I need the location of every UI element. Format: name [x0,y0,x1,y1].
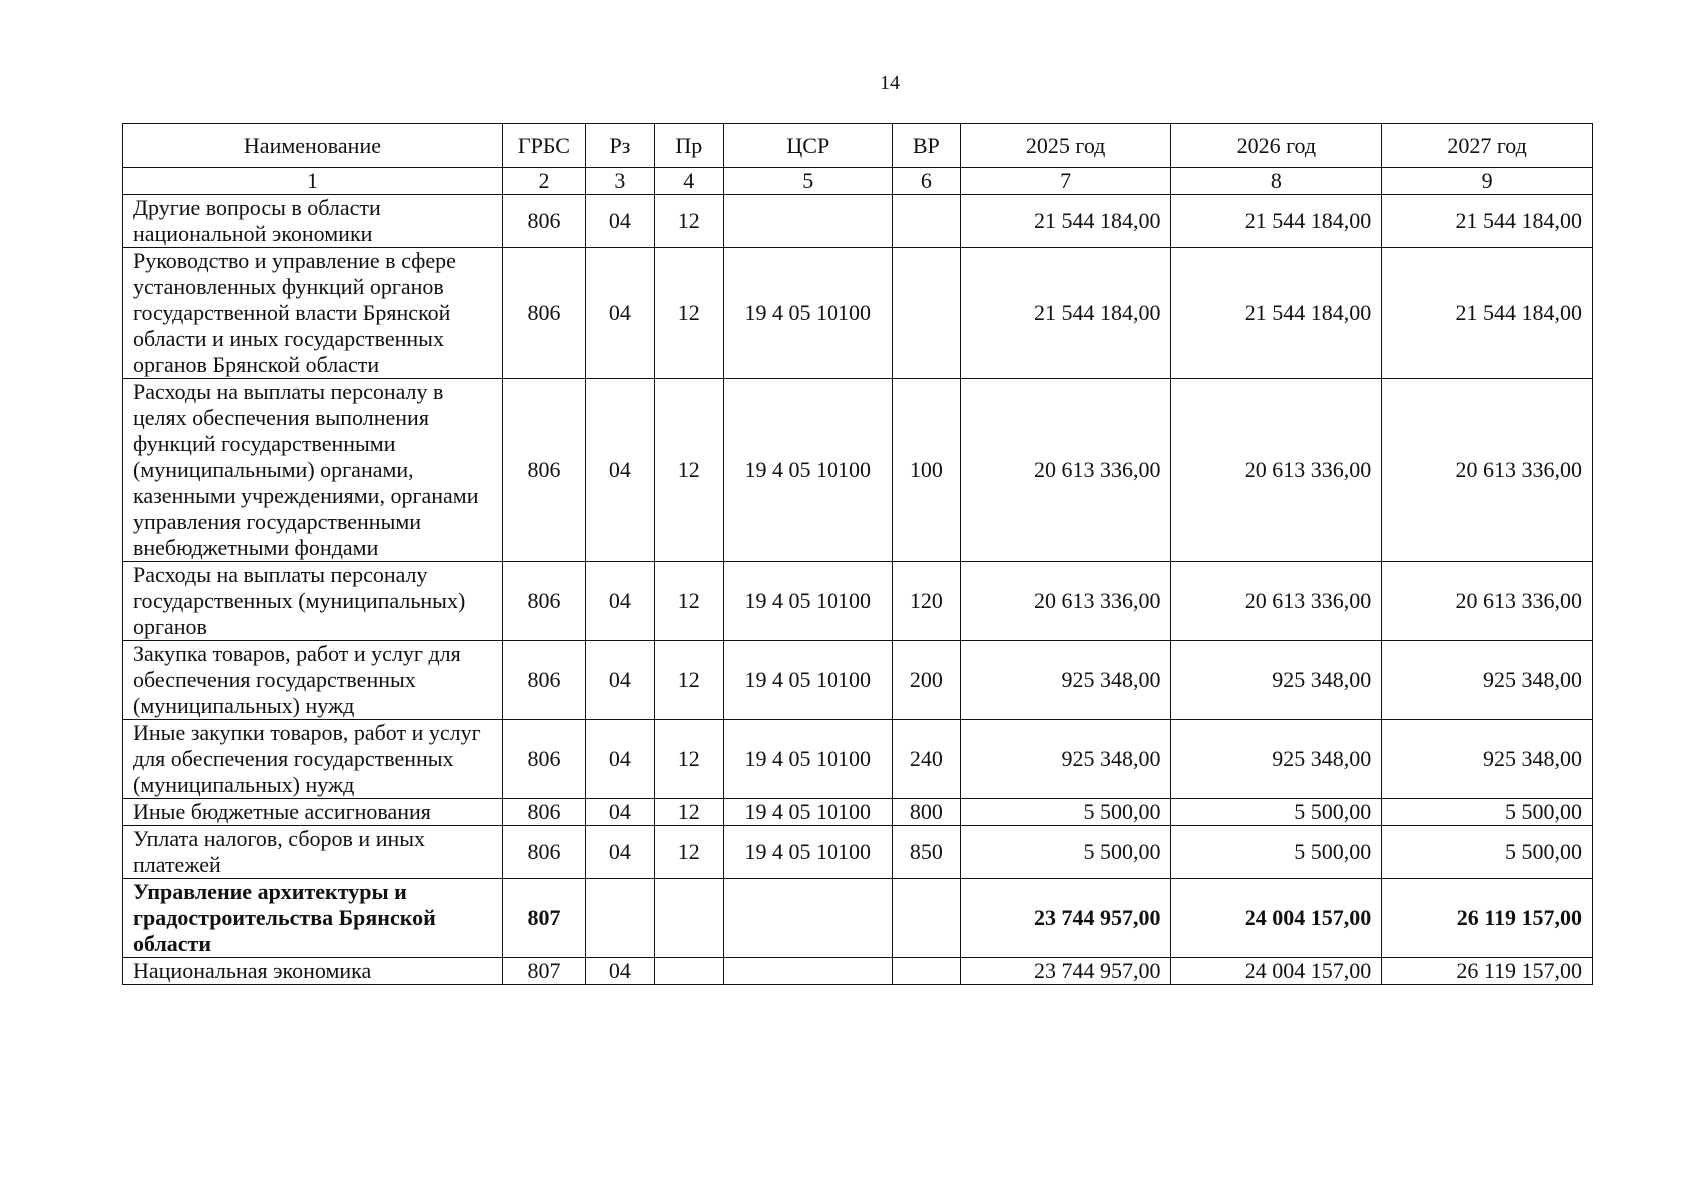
row-csr: 19 4 05 10100 [723,562,892,641]
table-body [123,195,1593,985]
row-amount-2026: 24 004 157,00 [1171,879,1382,958]
row-name: Другие вопросы в области национальной экономики [123,195,503,248]
header-pr: Пр [654,124,723,168]
row-csr: 19 4 05 10100 [723,826,892,879]
row-rz: 04 [585,195,654,248]
row-name: Иные закупки товаров, работ и услуг для обеспечения государственных (муниципальных) нужд [123,720,503,799]
header-row [123,124,1593,168]
table-row [123,641,1593,720]
row-csr: 19 4 05 10100 [723,379,892,562]
row-grbs: 806 [502,641,585,720]
row-amount-2027: 20 613 336,00 [1382,379,1593,562]
header-2026: 2026 год [1171,124,1382,168]
row-grbs: 806 [502,562,585,641]
row-pr: 12 [654,379,723,562]
row-pr: 12 [654,799,723,826]
row-rz: 04 [585,248,654,379]
row-rz: 04 [585,826,654,879]
column-number: 2 [502,168,585,195]
row-pr: 12 [654,720,723,799]
row-rz: 04 [585,799,654,826]
row-vr [892,958,960,985]
row-name: Уплата налогов, сборов и иных платежей [123,826,503,879]
column-numbering-row [123,168,1593,195]
row-amount-2025: 21 544 184,00 [960,248,1171,379]
row-vr: 120 [892,562,960,641]
column-number: 3 [585,168,654,195]
page-number: 14 [880,72,900,94]
header-rz: Рз [585,124,654,168]
row-vr [892,195,960,248]
table-row [123,799,1593,826]
column-number: 7 [960,168,1171,195]
row-rz [585,879,654,958]
row-amount-2025: 20 613 336,00 [960,562,1171,641]
row-name: Руководство и управление в сфере установленных функций органов государственной власти Брянской области и иных государственных органов Брянской области [123,248,503,379]
row-name: Расходы на выплаты персоналу в целях обеспечения выполнения функций государственными (муниципальными) органами, казенными учреждениями, органами управления государственными внебюджетными фондами [123,379,503,562]
row-pr: 12 [654,826,723,879]
row-grbs: 807 [502,879,585,958]
header-2025: 2025 год [960,124,1171,168]
column-number: 4 [654,168,723,195]
row-grbs: 806 [502,379,585,562]
row-amount-2027: 21 544 184,00 [1382,248,1593,379]
row-csr [723,879,892,958]
row-vr: 240 [892,720,960,799]
row-rz: 04 [585,641,654,720]
row-grbs: 807 [502,958,585,985]
budget-table [122,123,1593,985]
column-number: 8 [1171,168,1382,195]
row-vr: 800 [892,799,960,826]
row-amount-2027: 925 348,00 [1382,720,1593,799]
header-vr: ВР [892,124,960,168]
table-row [123,562,1593,641]
row-pr [654,879,723,958]
row-vr: 850 [892,826,960,879]
row-amount-2025: 5 500,00 [960,799,1171,826]
table-row [123,195,1593,248]
row-amount-2026: 925 348,00 [1171,641,1382,720]
row-csr [723,195,892,248]
row-csr: 19 4 05 10100 [723,248,892,379]
row-grbs: 806 [502,799,585,826]
row-amount-2027: 5 500,00 [1382,826,1593,879]
table-row [123,248,1593,379]
row-pr: 12 [654,641,723,720]
row-amount-2027: 26 119 157,00 [1382,958,1593,985]
header-csr: ЦСР [723,124,892,168]
row-vr [892,248,960,379]
row-amount-2025: 925 348,00 [960,641,1171,720]
table-row [123,720,1593,799]
row-pr: 12 [654,562,723,641]
table-row [123,379,1593,562]
row-vr: 200 [892,641,960,720]
row-pr: 12 [654,248,723,379]
row-amount-2027: 26 119 157,00 [1382,879,1593,958]
row-name: Расходы на выплаты персоналу государственных (муниципальных) органов [123,562,503,641]
row-rz: 04 [585,379,654,562]
row-amount-2027: 5 500,00 [1382,799,1593,826]
row-grbs: 806 [502,248,585,379]
row-amount-2025: 21 544 184,00 [960,195,1171,248]
row-name: Управление архитектуры и градостроительства Брянской области [123,879,503,958]
row-csr: 19 4 05 10100 [723,799,892,826]
row-amount-2026: 20 613 336,00 [1171,562,1382,641]
row-amount-2027: 20 613 336,00 [1382,562,1593,641]
row-name: Национальная экономика [123,958,503,985]
table-row [123,826,1593,879]
row-name: Иные бюджетные ассигнования [123,799,503,826]
row-amount-2025: 20 613 336,00 [960,379,1171,562]
column-number: 5 [723,168,892,195]
row-rz: 04 [585,720,654,799]
row-amount-2026: 5 500,00 [1171,826,1382,879]
row-name: Закупка товаров, работ и услуг для обеспечения государственных (муниципальных) нужд [123,641,503,720]
row-grbs: 806 [502,826,585,879]
row-amount-2025: 23 744 957,00 [960,879,1171,958]
table-row [123,958,1593,985]
column-number: 1 [123,168,503,195]
row-amount-2025: 925 348,00 [960,720,1171,799]
column-number: 6 [892,168,960,195]
table-row [123,879,1593,958]
row-amount-2027: 925 348,00 [1382,641,1593,720]
row-pr [654,958,723,985]
header-grbs: ГРБС [502,124,585,168]
row-amount-2025: 5 500,00 [960,826,1171,879]
row-grbs: 806 [502,720,585,799]
row-amount-2026: 925 348,00 [1171,720,1382,799]
row-amount-2025: 23 744 957,00 [960,958,1171,985]
row-amount-2027: 21 544 184,00 [1382,195,1593,248]
row-csr [723,958,892,985]
row-amount-2026: 5 500,00 [1171,799,1382,826]
column-number: 9 [1382,168,1593,195]
row-csr: 19 4 05 10100 [723,641,892,720]
header-2027: 2027 год [1382,124,1593,168]
row-amount-2026: 24 004 157,00 [1171,958,1382,985]
row-pr: 12 [654,195,723,248]
row-grbs: 806 [502,195,585,248]
row-vr [892,879,960,958]
row-vr: 100 [892,379,960,562]
row-rz: 04 [585,562,654,641]
row-amount-2026: 21 544 184,00 [1171,195,1382,248]
row-amount-2026: 21 544 184,00 [1171,248,1382,379]
row-csr: 19 4 05 10100 [723,720,892,799]
header-name: Наименование [123,124,503,168]
row-rz: 04 [585,958,654,985]
row-amount-2026: 20 613 336,00 [1171,379,1382,562]
